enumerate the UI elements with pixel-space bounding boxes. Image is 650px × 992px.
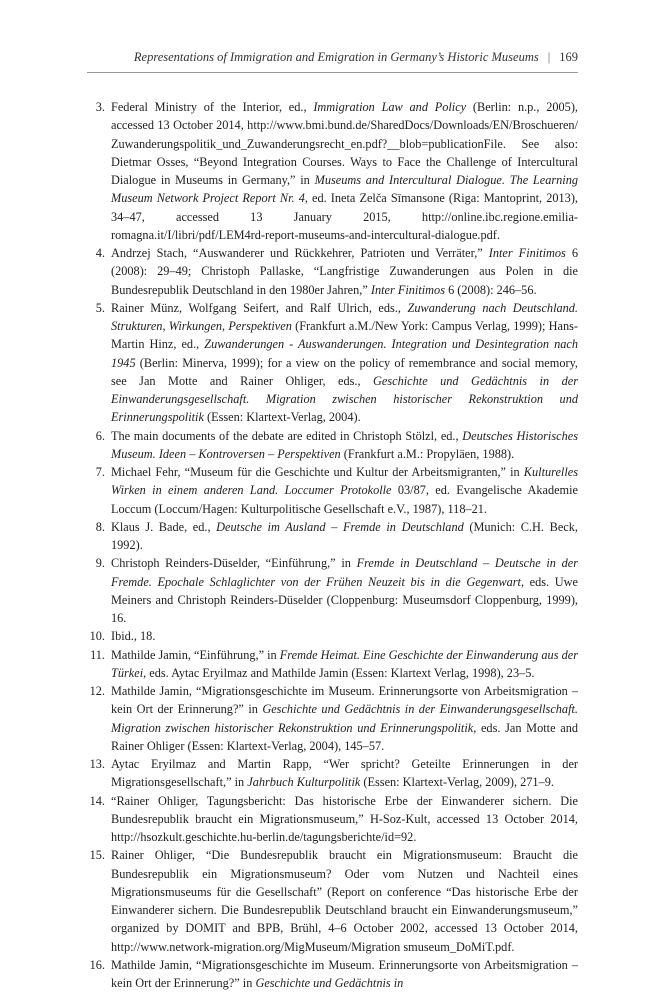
note-text-run: The main documents of the debate are edited in Christoph Stölzl, ed.,: [111, 428, 463, 443]
note-text-run: Mathilde Jamin, “Migrationsgeschichte im Museum. Erinnerungsorte von Arbeitsmigration – kein Ort der Erinnerung?” in: [111, 684, 578, 717]
running-head: [0, 50, 578, 65]
italic-title: Immigration Law and Policy: [313, 100, 467, 114]
italic-title: Zuwanderung nach Deutschland. Strukturen, Wirkungen, Perspektiven: [111, 300, 579, 333]
endnote-number: 12.: [89, 684, 105, 698]
endnote-number: 16.: [89, 957, 105, 972]
italic-title: Inter Finitimos: [370, 282, 445, 297]
endnote-number: 4.: [95, 246, 105, 260]
endnote-number: 10.: [89, 629, 105, 644]
note-text-run: 03/87, ed. Evangelische Akademie Loccum (Loccum/Hagen: Kulturpolitische Gesellschaft e.V., 1987), 118–21.: [111, 483, 578, 516]
endnote-4: [89, 244, 578, 299]
endnote-text: [111, 429, 578, 461]
note-text-run: (Frankfurt a.M./New York: Campus Verlag, 1999); Hans-Martin Hinz, ed.,: [111, 319, 578, 352]
note-text-run: Mathilde Jamin, “Migrationsgeschichte im Museum. Erinnerungsorte von Arbeitsmigration – kein Ort der Erinnerung?” in: [111, 957, 578, 990]
italic-title: Inter Finitimos: [488, 246, 566, 260]
endnote-number: 14.: [89, 793, 105, 808]
endnote-5: [89, 299, 578, 427]
endnote-number: 3.: [95, 100, 105, 114]
endnote-text: [111, 848, 578, 953]
italic-title: Fremde in Deutschland – Deutsche in der Fremde. Epochale Schlaglichter von der Frühen Neuzeit bis in die Gegenwart: [111, 556, 578, 589]
note-text-run: Federal Ministry of the Interior, ed.,: [111, 100, 314, 114]
italic-title: Kulturelles Wirken in einem anderen Land. Loccumer Protokolle: [111, 465, 578, 498]
endnote-number: 13.: [89, 757, 105, 771]
endnote-number: 15.: [89, 848, 105, 863]
note-text-run: Mathilde Jamin, “Einführung,” in: [111, 647, 280, 662]
endnote-text: [111, 556, 578, 625]
italic-title: Jahrbuch Kulturpolitik: [247, 775, 361, 790]
endnote-3: [89, 98, 578, 244]
note-text-run: Andrzej Stach, “Auswanderer und Rückkehrer, Patrioten und Verräter,”: [111, 246, 489, 260]
endnote-number: 7.: [95, 465, 105, 479]
note-text-run: , eds. Uwe Meiners and Christoph Reinders-Düselder (Cloppenburg: Museumsdorf Cloppenburg, 1999), 16.: [111, 574, 578, 625]
endnote-8: [89, 518, 578, 555]
note-text-run: Christoph Reinders-Düselder, “Einführung,” in: [111, 556, 357, 571]
italic-title: Fremde Heimat. Eine Geschichte der Einwanderung aus der Türkei: [111, 647, 578, 680]
header-separator: |: [547, 50, 551, 64]
endnote-text: [111, 757, 578, 789]
note-text-run: 6 (2008): 29–49; Christoph Pallaske, “Langfristige Zuwanderungen aus Polen in die Bundesrepublik Deutschland in den 1980er Jahren,”: [111, 246, 578, 297]
endnote-16: [89, 956, 578, 992]
endnote-12: [89, 682, 578, 755]
italic-title: Museums and Intercultural Dialogue. The Learning Museum Network Project Report Nr. 4: [111, 173, 579, 206]
note-text-run: 6 (2008): 246–56.: [445, 282, 537, 297]
note-text-run: Ibid., 18.: [111, 629, 156, 644]
note-text-run: Aytac Eryilmaz and Martin Rapp, “Wer spricht? Geteilte Erinnerungen in der Migrationsgesellschaft,” in: [111, 757, 578, 790]
note-text-run: Rainer Münz, Wolfgang Seifert, and Ralf Ulrich, eds.,: [111, 300, 408, 315]
note-text-run: Klaus J. Bade, ed.,: [111, 519, 217, 534]
endnote-text: [111, 100, 578, 242]
note-text-run: , ed. Ineta Zelča Sīmansone (Riga: Mantoprint, 2013), 34–47, accessed 13 January 2015, http://online.ibc.regione.emilia-romagna.it/I/libri/pdf/LEM4rd-report-museums-and-intercultural-dialogue.pdf.: [111, 191, 578, 242]
italic-title: Deutsche im Ausland – Fremde in Deutschland: [216, 519, 464, 534]
endnote-number: 5.: [95, 300, 105, 315]
endnote-10: [89, 627, 578, 645]
note-text-run: Rainer Ohliger, “Die Bundesrepublik braucht ein Migrationsmuseum: Braucht die Bundesrepublik ein Migrationsmuseum? Oder vom Nutzen und Nachteil eines Migrationsmuseums für die Gesellschaft” (Report on conference “Das historische Erbe der Einwanderer sichern. Die Bundesrepublik Deutschland braucht ein Einwanderungsmuseum,” organized by DOMIT and BPB, Brühl, 4–6 October 2002, accessed 13 October 2014, http://www.network-migration.org/MigMuseum/Migration smuseum_DoMiT.pdf.: [111, 848, 578, 954]
endnote-6: [89, 427, 578, 464]
endnote-number: 8.: [95, 519, 105, 534]
endnote-text: [111, 520, 578, 552]
note-text-run: (Berlin: Minerva, 1999); for a view on the policy of remembrance and social memory, see Jan Motte and Rainer Ohliger, eds.,: [111, 355, 578, 388]
note-text-run: “Rainer Ohliger, Tagungsbericht: Das historische Erbe der Einwanderer sichern. Die Bundesrepublik braucht ein Migrationsmuseum,” H-Soz-Kult, accessed 13 October 2014, http://hsozkult.geschichte.hu-berlin.de/tagungsberichte/id=92.: [111, 793, 578, 844]
note-text-run: (Essen: Klartext-Verlag, 2004).: [203, 410, 361, 425]
italic-title: Geschichte und Gedächtnis in der Einwanderungsgesellschaft. Migration zwischen historischer Rekonstruktion und Erinnerungspolitik: [111, 702, 578, 735]
italic-title: Zuwanderungen - Auswanderungen. Integration und Desintegration nach 1945: [111, 337, 578, 370]
endnote-text: [111, 648, 578, 680]
note-text-run: (Berlin: n.p., 2005), accessed 13 October 2014, http://www.bmi.bund.de/SharedDocs/Downloads/EN/Broschueren/ Zuwanderungspolitik_und_Zuwanderungsrecht_en.pdf?__blob=publicationFile. See also: Dietmar Osses, “Beyond Integration Courses. Ways to Face the Challenge of Intercultural Dialogue in Museums in Germany,” in: [111, 100, 578, 187]
endnote-text: [111, 301, 578, 425]
italic-title: Deutsches Historisches Museum. Ideen – Kontroversen – Perspektiven: [111, 428, 578, 461]
endnotes-list: [89, 98, 578, 992]
endnote-number: 11.: [90, 647, 105, 662]
page-number: 169: [559, 50, 578, 64]
endnote-number: 9.: [95, 556, 105, 571]
endnote-15: [89, 846, 578, 956]
italic-title: Geschichte und Gedächtnis in der Einwanderungsgesellschaft. Migration zwischen historischer Rekonstruktion und Erinnerungspolitik: [111, 373, 578, 425]
endnote-7: [89, 463, 578, 518]
note-text-run: , eds. Aytac Eryilmaz and Mathilde Jamin (Essen: Klartext Verlag, 1998), 23–5.: [143, 665, 535, 680]
endnote-text: [111, 629, 155, 643]
italic-title: Geschichte und Gedächtnis in: [255, 976, 404, 990]
note-text-run: (Frankfurt a.M.: Propyläen, 1988).: [340, 446, 515, 461]
endnote-number: 6.: [95, 428, 105, 443]
endnote-14: [89, 792, 578, 847]
note-text-run: (Munich: C.H. Beck, 1992).: [111, 519, 578, 552]
endnote-text: [111, 958, 578, 990]
endnote-text: [111, 794, 578, 845]
running-title: Representations of Immigration and Emigration in Germany’s Historic Museums: [133, 50, 539, 64]
note-text-run: , eds. Jan Motte and Rainer Ohliger (Essen: Klartext-Verlag, 2004), 145–57.: [111, 720, 578, 753]
note-text-run: (Essen: Klartext-Verlag, 2009), 271–9.: [360, 775, 554, 790]
endnote-11: [89, 646, 578, 683]
endnote-9: [89, 554, 578, 627]
note-text-run: Michael Fehr, “Museum für die Geschichte und Kultur der Arbeitsmigranten,” in: [111, 465, 524, 479]
header-rule: [87, 72, 578, 73]
endnote-13: [89, 755, 578, 792]
endnote-text: [111, 246, 578, 297]
endnote-text: [111, 684, 578, 753]
endnote-text: [111, 465, 578, 516]
